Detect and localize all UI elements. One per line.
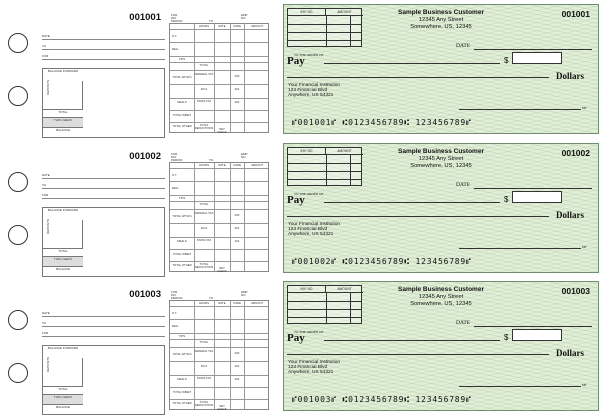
customer-street: 12345 Any Street bbox=[418, 294, 464, 300]
deposits-column bbox=[43, 358, 83, 386]
stub-ledger bbox=[42, 345, 165, 415]
no-label: NO. bbox=[241, 155, 247, 159]
state-tax-label: STATE TAX bbox=[196, 376, 212, 380]
for-label: FOR bbox=[171, 13, 178, 17]
stub-date-line[interactable] bbox=[42, 309, 165, 317]
total-label: TOTAL bbox=[43, 248, 83, 256]
mp-mark: MP bbox=[582, 106, 587, 110]
pay-label: PAY bbox=[171, 155, 177, 159]
dollar-sign: $ bbox=[504, 56, 509, 65]
code-401: 401 bbox=[234, 364, 240, 368]
for-label: FOR bbox=[171, 152, 178, 156]
inv-no-header: INV. NO bbox=[288, 286, 326, 293]
rate-header: RATE bbox=[218, 163, 226, 167]
order-of-label: TO THE ORDER OF bbox=[294, 192, 324, 196]
stub-for-line[interactable] bbox=[42, 191, 165, 199]
written-amount-line[interactable] bbox=[287, 77, 549, 78]
emp-label: EMP bbox=[241, 13, 248, 17]
code-400: 400 bbox=[234, 74, 240, 78]
deposits-label: DEPOSITS bbox=[46, 356, 50, 372]
meals-label: MEALS bbox=[177, 239, 187, 243]
stub-date-label: DATE bbox=[42, 311, 50, 315]
pay-to-order-label bbox=[287, 51, 324, 69]
date-line[interactable] bbox=[474, 49, 592, 50]
dollar-sign: $ bbox=[504, 195, 509, 204]
bank-city: Anywhere, US 54321 bbox=[288, 370, 334, 375]
customer-city: Somewhere, US, 12345 bbox=[410, 163, 472, 169]
binder-hole bbox=[8, 310, 28, 330]
check-row bbox=[0, 139, 600, 277]
code-header: CODE bbox=[232, 301, 242, 305]
tips-label: TIPS bbox=[178, 334, 186, 338]
stub-date-label: DATE bbox=[42, 173, 50, 177]
check-stub bbox=[38, 0, 165, 138]
balance-label: BALANCE bbox=[43, 404, 83, 415]
stub-to-line[interactable] bbox=[42, 42, 165, 50]
amount-header: AMOUNT bbox=[326, 286, 363, 293]
total-label: TOTAL bbox=[199, 63, 209, 67]
check-face bbox=[283, 143, 599, 273]
order-of-label: TO THE ORDER OF bbox=[294, 53, 324, 57]
amount-header: AMOUNT bbox=[326, 9, 363, 16]
bank-street: 123 Financial Blvd bbox=[288, 88, 328, 93]
customer-city: Somewhere, US, 12345 bbox=[410, 301, 472, 307]
stub-for-label: FOR bbox=[42, 54, 49, 58]
total-label: TOTAL bbox=[43, 386, 83, 394]
total-deductions-label: TOTAL DEDUCTIONS bbox=[194, 400, 214, 408]
check-face bbox=[283, 281, 599, 411]
signature-line[interactable] bbox=[459, 386, 581, 387]
total-label: TOTAL bbox=[199, 202, 209, 206]
emp-label: EMP bbox=[241, 152, 248, 156]
net-check-label: NET CHECK bbox=[217, 127, 227, 135]
period-label: PERIOD bbox=[171, 19, 183, 23]
deposits-column bbox=[43, 220, 83, 248]
pay-label: Pay bbox=[287, 194, 305, 206]
written-amount-line[interactable] bbox=[287, 216, 549, 217]
written-amount-line[interactable] bbox=[287, 354, 549, 355]
date-label: DATE bbox=[456, 182, 471, 188]
payee-line[interactable] bbox=[324, 63, 500, 64]
stub-ledger bbox=[42, 68, 165, 138]
customer-street: 12345 Any Street bbox=[418, 17, 464, 23]
bank-city: Anywhere, US 54321 bbox=[288, 232, 334, 237]
fica-label: FICA bbox=[200, 364, 208, 368]
check-face bbox=[283, 4, 599, 134]
micr-line: ⑈001003⑈ ⑆0123456789⑆ 123456789⑈ bbox=[292, 395, 472, 404]
payroll-section bbox=[169, 151, 269, 277]
bank-city: Anywhere, US 54321 bbox=[288, 93, 334, 98]
check-number: 001001 bbox=[561, 9, 590, 19]
rate-header: RATE bbox=[218, 301, 226, 305]
mp-mark: MP bbox=[582, 245, 587, 249]
this-check-label: THIS CHECK bbox=[43, 256, 83, 266]
total-other-label: TOTAL OTHER bbox=[172, 263, 192, 267]
stub-check-number: 001001 bbox=[129, 12, 161, 23]
binder-hole bbox=[8, 225, 28, 245]
mp-mark: MP bbox=[582, 383, 587, 387]
pay-label: PAY bbox=[171, 16, 177, 20]
bank-name: Your Financial Institution bbox=[288, 83, 341, 88]
this-check-label: THIS CHECK bbox=[43, 394, 83, 404]
state-tax-label: STATE TAX bbox=[196, 238, 212, 242]
period-label: PERIOD bbox=[171, 296, 183, 300]
to-label: TO bbox=[209, 296, 214, 300]
stub-check-number: 001003 bbox=[129, 289, 161, 300]
customer-name: Sample Business Customer bbox=[398, 286, 484, 293]
check-row bbox=[0, 277, 600, 415]
dollars-label: Dollars bbox=[556, 210, 584, 220]
to-label: TO bbox=[209, 158, 214, 162]
stub-to-line[interactable] bbox=[42, 181, 165, 189]
customer-name: Sample Business Customer bbox=[398, 148, 484, 155]
total-deductions-label: TOTAL DEDUCTIONS bbox=[194, 123, 214, 131]
total-withholding-label: TOTAL WITH'G bbox=[172, 352, 192, 356]
signature-line[interactable] bbox=[459, 248, 581, 249]
payroll-section bbox=[169, 289, 269, 415]
inv-no-header: INV. NO bbox=[288, 148, 326, 155]
deposits-label: DEPOSITS bbox=[46, 79, 50, 95]
customer-street: 12345 Any Street bbox=[418, 156, 464, 162]
no-label: NO. bbox=[241, 293, 247, 297]
customer-name: Sample Business Customer bbox=[398, 9, 484, 16]
federal-tax-label: FEDERAL TAX bbox=[194, 72, 214, 76]
fica-label: FICA bbox=[200, 226, 208, 230]
emp-label: EMP bbox=[241, 290, 248, 294]
date-label: DATE bbox=[456, 320, 471, 326]
meals-label: MEALS bbox=[177, 377, 187, 381]
tips-label: TIPS bbox=[178, 57, 186, 61]
code-401: 401 bbox=[234, 226, 240, 230]
state-tax-label: STATE TAX bbox=[196, 99, 212, 103]
fica-label: FICA bbox=[200, 87, 208, 91]
hours-header: HOURS bbox=[198, 24, 210, 28]
code-402: 402 bbox=[234, 100, 240, 104]
order-of-label: TO THE ORDER OF bbox=[294, 330, 324, 334]
bank-name: Your Financial Institution bbox=[288, 360, 341, 365]
total-other-label: TOTAL OTHER bbox=[172, 124, 192, 128]
balance-label: BALANCE bbox=[43, 127, 83, 139]
ot-label: O.T. bbox=[172, 173, 178, 177]
ot-label: O.T. bbox=[172, 34, 178, 38]
for-label: FOR bbox=[171, 290, 178, 294]
amount-header: AMOUNT bbox=[250, 24, 264, 28]
dollars-label: Dollars bbox=[556, 348, 584, 358]
pay-label: PAY bbox=[171, 293, 177, 297]
code-header: CODE bbox=[232, 24, 242, 28]
code-402: 402 bbox=[234, 377, 240, 381]
deposits-column bbox=[43, 81, 83, 109]
stub-to-label: TO bbox=[42, 321, 47, 325]
total-withholding-label: TOTAL WITH'G bbox=[172, 75, 192, 79]
date-line[interactable] bbox=[474, 188, 592, 189]
pay-label: Pay bbox=[287, 55, 305, 67]
binder-hole bbox=[8, 172, 28, 192]
date-label: DATE bbox=[456, 43, 471, 49]
total-other-label: TOTAL OTHER bbox=[172, 401, 192, 405]
hours-header: HOURS bbox=[198, 163, 210, 167]
total-withholding-label: TOTAL WITH'G bbox=[172, 214, 192, 218]
total-wbeit-label: TOTAL WBEIT bbox=[172, 113, 192, 117]
this-check-label: THIS CHECK bbox=[43, 117, 83, 127]
stub-date-line[interactable] bbox=[42, 171, 165, 179]
pay-to-order-label bbox=[287, 328, 324, 346]
hours-header: HOURS bbox=[198, 301, 210, 305]
balance-forward-label: BALANCE FORWARD bbox=[47, 208, 79, 212]
to-label: TO bbox=[209, 19, 214, 23]
amount-header: AMOUNT bbox=[250, 163, 264, 167]
reg-label: REG. bbox=[172, 47, 179, 51]
federal-tax-label: FEDERAL TAX bbox=[194, 349, 214, 353]
check-number: 001002 bbox=[561, 148, 590, 158]
stub-for-line[interactable] bbox=[42, 329, 165, 337]
date-line[interactable] bbox=[474, 326, 592, 327]
balance-forward-label: BALANCE FORWARD bbox=[47, 69, 79, 73]
net-check-label: NET CHECK bbox=[217, 404, 227, 412]
net-check-label: NET CHECK bbox=[217, 266, 227, 274]
payroll-table bbox=[169, 162, 269, 272]
stub-check-number: 001002 bbox=[129, 151, 161, 162]
payroll-table bbox=[169, 23, 269, 133]
check-stub bbox=[38, 139, 165, 277]
dollar-sign: $ bbox=[504, 333, 509, 342]
check-stub bbox=[38, 277, 165, 415]
rate-header: RATE bbox=[218, 24, 226, 28]
period-label: PERIOD bbox=[171, 158, 183, 162]
amount-box[interactable] bbox=[512, 329, 562, 341]
total-label: TOTAL bbox=[43, 109, 83, 117]
payee-line[interactable] bbox=[324, 202, 500, 203]
total-wbeit-label: TOTAL WBEIT bbox=[172, 390, 192, 394]
dollars-label: Dollars bbox=[556, 71, 584, 81]
amount-header: AMOUNT bbox=[326, 148, 363, 155]
signature-line[interactable] bbox=[459, 109, 581, 110]
code-401: 401 bbox=[234, 87, 240, 91]
stub-for-label: FOR bbox=[42, 193, 49, 197]
no-label: NO. bbox=[241, 16, 247, 20]
amount-header: AMOUNT bbox=[250, 301, 264, 305]
code-402: 402 bbox=[234, 239, 240, 243]
pay-to-order-label bbox=[287, 190, 324, 208]
federal-tax-label: FEDERAL TAX bbox=[194, 211, 214, 215]
binder-hole bbox=[8, 86, 28, 106]
payroll-section bbox=[169, 12, 269, 138]
total-wbeit-label: TOTAL WBEIT bbox=[172, 252, 192, 256]
stub-to-label: TO bbox=[42, 183, 47, 187]
stub-ledger bbox=[42, 207, 165, 277]
binder-hole bbox=[8, 363, 28, 383]
stub-to-line[interactable] bbox=[42, 319, 165, 327]
stub-to-label: TO bbox=[42, 44, 47, 48]
balance-label: BALANCE bbox=[43, 266, 83, 278]
bank-street: 123 Financial Blvd bbox=[288, 227, 328, 232]
payroll-table bbox=[169, 300, 269, 410]
code-400: 400 bbox=[234, 213, 240, 217]
micr-line: ⑈001001⑈ ⑆0123456789⑆ 123456789⑈ bbox=[292, 118, 472, 127]
code-header: CODE bbox=[232, 163, 242, 167]
micr-line: ⑈001002⑈ ⑆0123456789⑆ 123456789⑈ bbox=[292, 257, 472, 266]
check-row bbox=[0, 0, 600, 138]
amount-box[interactable] bbox=[512, 191, 562, 203]
stub-date-line[interactable] bbox=[42, 32, 165, 40]
balance-forward-label: BALANCE FORWARD bbox=[47, 346, 79, 350]
code-400: 400 bbox=[234, 351, 240, 355]
amount-box[interactable] bbox=[512, 52, 562, 64]
ot-label: O.T. bbox=[172, 311, 178, 315]
stub-date-label: DATE bbox=[42, 34, 50, 38]
bank-name: Your Financial Institution bbox=[288, 222, 341, 227]
reg-label: REG. bbox=[172, 324, 179, 328]
pay-label: Pay bbox=[287, 332, 305, 344]
total-label: TOTAL bbox=[199, 340, 209, 344]
stub-for-line[interactable] bbox=[42, 52, 165, 60]
deposits-label: DEPOSITS bbox=[46, 218, 50, 234]
total-deductions-label: TOTAL DEDUCTIONS bbox=[194, 262, 214, 270]
inv-no-header: INV. NO bbox=[288, 9, 326, 16]
reg-label: REG. bbox=[172, 186, 179, 190]
payee-line[interactable] bbox=[324, 340, 500, 341]
bank-street: 123 Financial Blvd bbox=[288, 365, 328, 370]
stub-for-label: FOR bbox=[42, 331, 49, 335]
binder-hole bbox=[8, 33, 28, 53]
tips-label: TIPS bbox=[178, 196, 186, 200]
customer-city: Somewhere, US, 12345 bbox=[410, 24, 472, 30]
meals-label: MEALS bbox=[177, 100, 187, 104]
check-number: 001003 bbox=[561, 286, 590, 296]
